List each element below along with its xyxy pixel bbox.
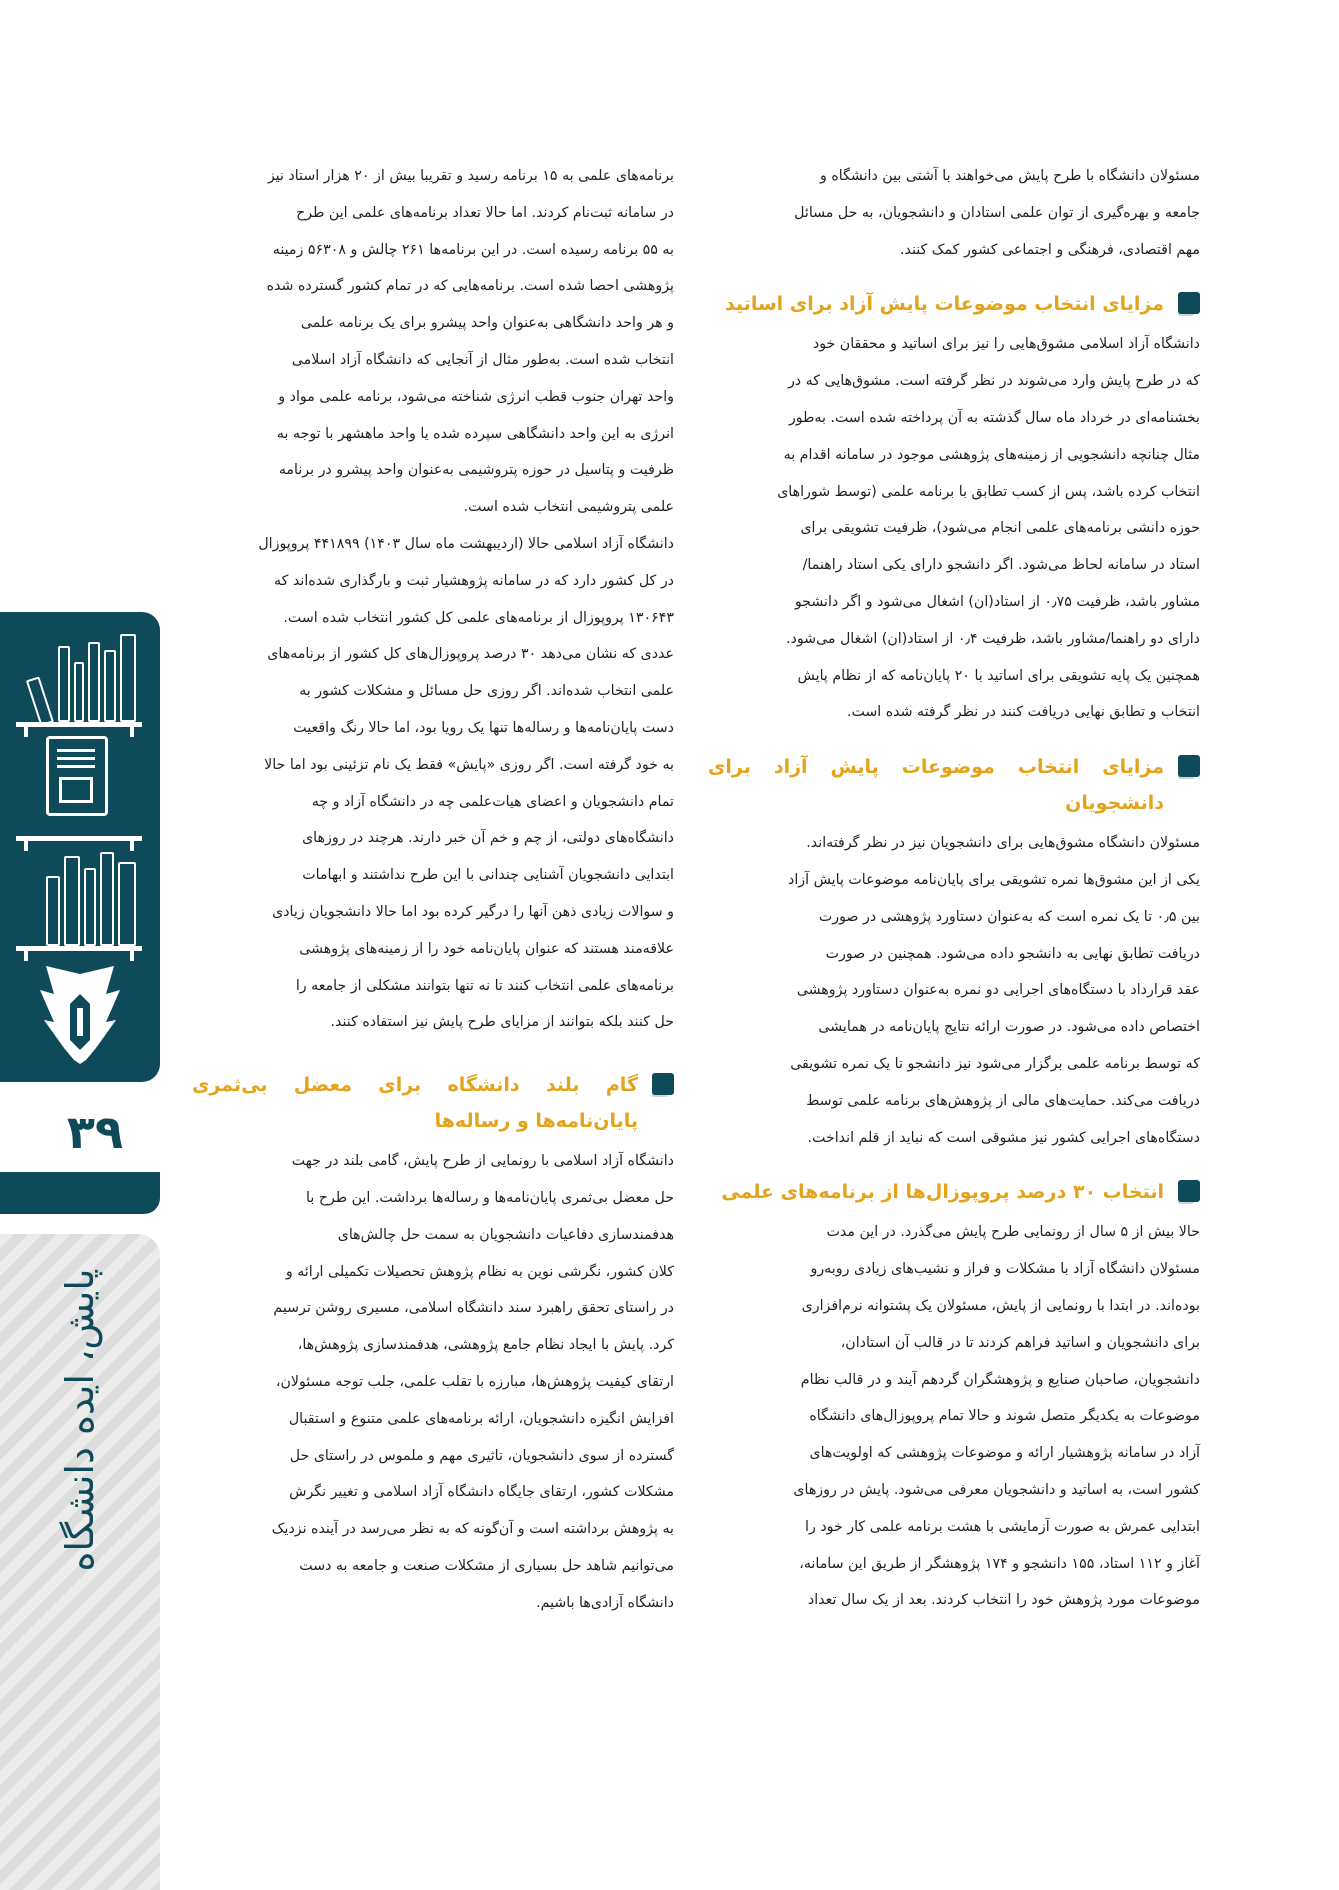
shelf-divider [16, 946, 142, 951]
text-line: کرد. پایش با ایجاد نظام جامع پژوهشی، هدفمندسازی پژوهش‌ها، [297, 1337, 674, 1354]
intro-paragraph [708, 158, 1200, 268]
text-line: در راستای تحقق راهبرد سند دانشگاه اسلامی، مسیری روشن ترسیم [273, 1300, 674, 1317]
text-line: کشور است، به اساتید و دانشجویان معرفی می‌شود. پایش در روزهای [793, 1481, 1200, 1498]
heading-bullet-icon [1174, 1180, 1200, 1206]
text-line: مهم اقتصادی، فرهنگی و اجتماعی کشور کمک کنند. [900, 241, 1200, 258]
text-line: همچنین یک پایه تشویقی برای اساتید با ۲۰ پایان‌نامه که از نظام پایش [797, 667, 1200, 684]
text-line: دانشگاه آزادی‌ها باشیم. [536, 1594, 674, 1611]
text-line: برنامه‌های علمی انتخاب کنند تا نه تنها بتوانند مشکلی از جامعه را [295, 977, 674, 994]
text-line: در سامانه ثبت‌نام کردند. اما حالا تعداد برنامه‌های علمی این طرح [296, 204, 674, 221]
sidebar [0, 0, 160, 1890]
text-line: بوده‌اند. در ابتدا با رونمایی از پایش، مسئولان یک پشتوانه نرم‌افزاری [801, 1297, 1200, 1314]
text-line: ابتدایی عمرش به صورت آزمایشی با هشت برنامه علمی کار خود را [805, 1518, 1200, 1535]
text-line: آغاز و ۱۱۲ استاد، ۱۵۵ دانشجو و ۱۷۴ پژوهشگر از طریق این سامانه، [799, 1555, 1200, 1572]
section-heading-professors [708, 286, 1200, 322]
text-line: دارای دو راهنما/مشاور باشد، ظرفیت ۰٫۴ از استاد(ان) اشغال می‌شود. [786, 630, 1200, 647]
text-line: واحد تهران جنوب قطب انرژی شناخته می‌شود، برنامه علمی مواد و [278, 388, 674, 405]
section-heading-proposals [708, 1174, 1200, 1210]
text-line: مسئولان دانشگاه با طرح پایش می‌خواهند با آشتی بین دانشگاه و [819, 168, 1200, 184]
text-line: آزاد در سامانه پژوهشیار ارائه و موضوعات پژوهشی که اولویت‌های [809, 1445, 1200, 1462]
text-line: پژوهشی احصا شده است. برنامه‌هایی که در تمام کشور گسترده شده [266, 278, 674, 295]
text-line: مسئولان دانشگاه مشوق‌هایی برای دانشجویان نیز در نظر گرفته‌اند. [806, 835, 1200, 852]
section-body-theses [192, 1143, 674, 1621]
text-line: موضوعات به یکدیگر متصل شوند و حالا تمام پروپوزال‌های دانشگاه [809, 1408, 1200, 1425]
heading-text: انتخاب ۳۰ درصد پروپوزال‌ها از برنامه‌های علمی [721, 1181, 1164, 1204]
text-line: تمام دانشجویان و اعضای هیات‌علمی چه در دانشگاه آزاد و چه [311, 793, 674, 810]
left-column [192, 158, 674, 1621]
text-line: مشاور باشد، ظرفیت ۰٫۷۵ از استاد(ان) اشغال می‌شود و اگر دانشجو [794, 593, 1200, 610]
magazine-section-title: پایش، ایده دانشگاه [58, 1268, 102, 1572]
text-line: دانشگاه‌های دولتی، از چم و خم آن خبر دارند. هرچند در روزهای [302, 830, 674, 847]
text-line: یکی از این مشوق‌ها نمره تشویقی برای پایان‌نامه موضوعات پایش آزاد [788, 871, 1200, 888]
text-line: دانشگاه آزاد اسلامی با رونمایی از طرح پایش، گامی بلند در جهت [291, 1153, 674, 1170]
text-line: موضوعات مورد پژوهش خود را انتخاب کردند. بعد از یک سال تعداد [807, 1592, 1200, 1609]
text-line: مسئولان دانشگاه آزاد با مشکلات و فراز و نشیب‌های زیادی روبه‌رو [810, 1261, 1200, 1278]
text-line: افزایش انگیزه دانشجویان، ارائه برنامه‌های علمی متنوع و استقبال [288, 1410, 674, 1427]
text-line: عددی که نشان می‌دهد ۳۰ درصد پروپوزال‌های کل کشور از برنامه‌های [267, 646, 674, 663]
text-line: علمی پتروشیمی انتخاب شده است. [463, 499, 674, 516]
text-line: انتخاب کرده باشد، پس از کسب تطابق با برنامه علمی (توسط شوراهای [777, 483, 1200, 500]
section-body-proposals [708, 1214, 1200, 1619]
text-line: دست پایان‌نامه‌ها و رساله‌ها تنها یک رویا بود، اما حالا رنگ واقعیت [293, 719, 674, 736]
text-line: و هر واحد دانشگاهی به‌عنوان واحد پیشرو برای یک برنامه علمی [300, 315, 674, 332]
text-line: گسترده از سوی دانشجویان، تاثیری مهم و ملموس در راستای حل [289, 1447, 674, 1464]
text-line: بین ۰٫۵ تا یک نمره است که به‌عنوان دستاورد پژوهشی در صورت [818, 908, 1200, 925]
text-line: دریافت می‌کند. حمایت‌های مالی از پژوهش‌های برنامه علمی توسط [806, 1092, 1200, 1109]
paragraph-programs [192, 158, 674, 526]
text-line: جامعه و بهره‌گیری از توان علمی استادان و دانشجویان، به حل مسائل [794, 204, 1200, 221]
text-line: دانشگاه آزاد اسلامی حالا (اردیبهشت ماه سال ۱۴۰۳) ۴۴۱۸۹۹ پروپوزال [258, 535, 674, 552]
text-line: ۱۳۰۶۴۳ پروپوزال از برنامه‌های علمی کل کشور انتخاب شده است. [283, 609, 674, 626]
heading-text: مزایای انتخاب موضوعات پایش آزاد برای اساتید [725, 293, 1164, 316]
text-line: که در طرح پایش وارد می‌شوند در نظر گرفته است. مشوق‌هایی که در [787, 373, 1200, 390]
heading-text: گام بلند دانشگاه برای معضل بی‌ثمری پایان‌نامه‌ها و رساله‌ها [192, 1074, 638, 1133]
section-body-professors [708, 326, 1200, 731]
text-line: برای دانشجویان و اساتید فراهم کردند تا در قالب آن استادان، [840, 1334, 1200, 1351]
text-line: به پژوهش برداشته است و آن‌گونه که به نظر می‌رسد در آینده نزدیک [271, 1521, 674, 1538]
text-line: بخشنامه‌ای در خرداد ماه سال گذشته به آن پرداخته شده است. به‌طور [788, 409, 1200, 426]
text-line: اختصاص داده می‌شود. در صورت ارائه نتایج پایان‌نامه در همایشی [818, 1019, 1200, 1036]
text-line: استاد در سامانه لحاظ می‌شود. اگر دانشجو دارای یکی استاد راهنما/ [802, 557, 1200, 574]
shelf-divider [16, 722, 142, 727]
page-number-bar [0, 1172, 160, 1214]
section-heading-students [708, 749, 1200, 821]
text-line: دستگاه‌های اجرایی کشور نیز مشوقی است که نباید از قلم انداخت. [807, 1129, 1200, 1146]
paragraph-proposals [192, 526, 674, 1041]
document-icon [46, 736, 108, 816]
heading-bullet-icon [1174, 292, 1200, 318]
text-line: کلان کشور، نگرشی نوین به نظام پژوهش تحصیلات تکمیلی ارائه و [285, 1263, 674, 1280]
text-line: حل معضل بی‌ثمری پایان‌نامه‌ها و رساله‌ها برداشت. این طرح با [306, 1189, 674, 1206]
text-line: دانشجویان، صاحبان صنایع و پژوهشگران گردهم آیند و در قالب نظام [800, 1371, 1200, 1388]
text-line: دانشگاه آزاد اسلامی مشوق‌هایی را نیز برای اساتید و محققان خود [812, 336, 1200, 353]
section-body-students [708, 825, 1200, 1156]
text-line: در کل کشور دارد که در سامانه پژوهشیار ثبت و بارگذاری شده‌اند که [274, 572, 674, 589]
shelf-divider [16, 836, 142, 841]
heading-bullet-icon [648, 1073, 674, 1099]
text-line: برنامه‌های علمی به ۱۵ برنامه رسید و تقریبا بیش از ۲۰ هزار استاد نیز [267, 168, 674, 184]
text-line: دریافت تطابق نهایی به دانشجو داده می‌شود. همچنین در صورت [825, 945, 1200, 962]
right-column [708, 158, 1200, 1619]
text-line: علمی انتخاب شده‌اند. اگر روزی حل مسائل و مشکلات کشور به [299, 683, 674, 700]
text-line: مثال چنانچه دانشجویی از زمینه‌های پژوهشی موجود در سامانه اقدام به [783, 446, 1200, 463]
text-line: که توسط برنامه علمی برگزار می‌شود نیز دانشجو تا یک نمره تشویقی [790, 1055, 1200, 1072]
text-line: مشکلات کشور، ارتقای جایگاه دانشگاه آزاد اسلامی و تغییر نگرش [289, 1484, 674, 1501]
text-line: به ۵۵ برنامه رسیده است. در این برنامه‌ها ۲۶۱ چالش و ۵۶۳۰۸ زمینه [272, 241, 674, 258]
section-heading-theses [192, 1067, 674, 1139]
text-line: علاقه‌مند هستند که عنوان پایان‌نامه خود را از زمینه‌های پژوهشی [299, 940, 674, 957]
heading-text: مزایای انتخاب موضوعات پایش آزاد برای دانشجویان [708, 756, 1164, 815]
university-logo-icon [34, 964, 126, 1068]
text-line: حالا بیش از ۵ سال از رونمایی طرح پایش می‌گذرد. در این مدت [826, 1224, 1200, 1241]
text-line: ظرفیت و پتاسیل در حوزه پتروشیمی به‌عنوان واحد پیشرو در برنامه [278, 462, 674, 479]
text-line: انتخاب و تطابق نهایی دریافت کنند در نظر گرفته شده است. [846, 704, 1200, 721]
text-line: عقد قرارداد با دستگاه‌های اجرایی دو نمره به‌عنوان دستاورد پژوهشی [796, 982, 1200, 999]
text-line: به خود گرفته است. اگر روزی «پایش» فقط یک نام تزئینی بود اما حالا [264, 756, 674, 773]
books-shelf-icon [20, 630, 140, 722]
text-line: حوزه دانشی برنامه‌های علمی انجام می‌شود)، ظرفیت تشویقی برای [800, 520, 1200, 537]
page-number: ۳۹ [66, 1105, 124, 1159]
text-line: ارتقای کیفیت پژوهش‌ها، مبارزه با تقلب علمی، جلب توجه مسئولان، [275, 1373, 674, 1390]
text-line: انتخاب شده است. به‌طور مثال از آنجایی که دانشگاه آزاد اسلامی [291, 351, 674, 368]
books-shelf-icon [20, 848, 140, 946]
sidebar-icon-panel [0, 612, 160, 1082]
text-line: انرژی به این واحد دانشگاهی سپرده شده یا واحد ماهشهر با توجه به [276, 425, 674, 442]
heading-bullet-icon [1174, 755, 1200, 781]
text-line: هدفمندسازی دفاعیات دانشجویان به سمت حل چالش‌های [337, 1226, 674, 1243]
text-line: ابتدایی دانشجویان آشنایی چندانی با این طرح نداشتند و ابهامات [302, 867, 674, 884]
text-line: و سوالات زیادی ذهن آنها را درگیر کرده بود اما حالا دانشجویان زیادی [272, 903, 674, 920]
text-line: حل کنند بلکه بتوانند از مزایای طرح پایش نیز استفاده کنند. [330, 1014, 674, 1031]
text-line: می‌توانیم شاهد حل بسیاری از مشکلات صنعت و جامعه به دست [299, 1557, 674, 1574]
